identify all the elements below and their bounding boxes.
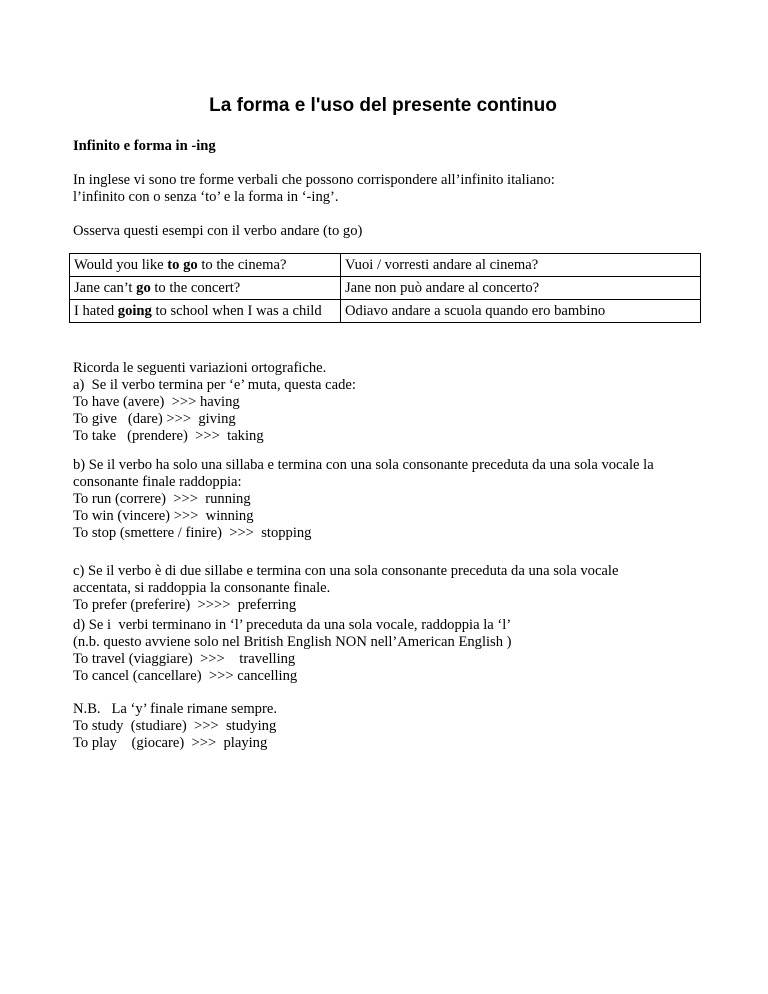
rule-line: a) Se il verbo termina per ‘e’ muta, questa cade: [73,377,356,393]
rule-d [73,617,512,685]
table-row [70,300,701,323]
english-cell [70,254,341,277]
rule-line: To give (dare) >>> giving [73,411,236,427]
rule-line: To take (prendere) >>> taking [73,428,264,444]
english-text: to the cinema? [197,256,287,273]
italian-cell: Vuoi / vorresti andare al cinema? [341,254,701,277]
rule-line: Ricorda le seguenti variazioni ortografiche. [73,360,327,376]
observe-paragraph [73,223,362,240]
rule-line: To stop (smettere / finire) >>> stopping [73,525,312,541]
rule-line: d) Se i verbi terminano in ‘l’ preceduta da una sola vocale, raddoppia la ‘l’ [73,617,512,633]
rule-line: To play (giocare) >>> playing [73,735,268,751]
intro-line: In inglese vi sono tre forme verbali che possono corrispondere all’infinito italiano: [73,172,555,188]
rule-line: consonante finale raddoppia: [73,474,242,490]
english-text: Jane can’t [74,279,137,296]
section-heading: Infinito e forma in -ing [73,138,216,154]
italian-cell: Jane non può andare al concerto? [341,277,701,300]
rule-b [73,457,654,542]
english-cell [70,300,341,323]
rule-line: b) Se il verbo ha solo una sillaba e termina con una sola consonante preceduta da una sola vocale la [73,457,654,473]
intro-line: l’infinito con o senza ‘to’ e la forma in ‘-ing’. [73,189,339,205]
english-text: I hated [74,302,118,319]
rule-c [73,563,618,614]
english-text: Would you like [74,256,168,273]
rule-line: To prefer (preferire) >>>> preferring [73,597,297,613]
rule-line: N.B. La ‘y’ finale rimane sempre. [73,701,277,717]
italian-cell: Odiavo andare a scuola quando ero bambino [341,300,701,323]
rule-nb [73,701,277,752]
english-cell [70,277,341,300]
rule-line: c) Se il verbo è di due sillabe e termina con una sola consonante preceduta da una sola vocale [73,563,619,579]
english-verb: going [117,302,152,319]
examples-table [69,253,701,323]
page-title: La forma e l'uso del presente continuo [209,95,557,116]
english-text: to school when I was a child [151,302,322,319]
english-verb: go [136,279,151,296]
observe-line: Osserva questi esempi con il verbo andare (to go) [73,223,363,239]
rule-a [73,360,356,445]
rule-line: To cancel (cancellare) >>> cancelling [73,668,298,684]
intro-paragraph [73,172,555,206]
rule-line: To win (vincere) >>> winning [73,508,254,524]
english-text: to the concert? [150,279,241,296]
english-verb: to go [167,256,198,273]
rule-line: To run (correre) >>> running [73,491,251,507]
table-row [70,254,701,277]
table-row [70,277,701,300]
rule-line: (n.b. questo avviene solo nel British English NON nell’American English ) [73,634,512,650]
rule-line: To study (studiare) >>> studying [73,718,277,734]
rule-line: To have (avere) >>> having [73,394,240,410]
rule-line: To travel (viaggiare) >>> travelling [73,651,296,667]
rule-line: accentata, si raddoppia la consonante finale. [73,580,331,596]
